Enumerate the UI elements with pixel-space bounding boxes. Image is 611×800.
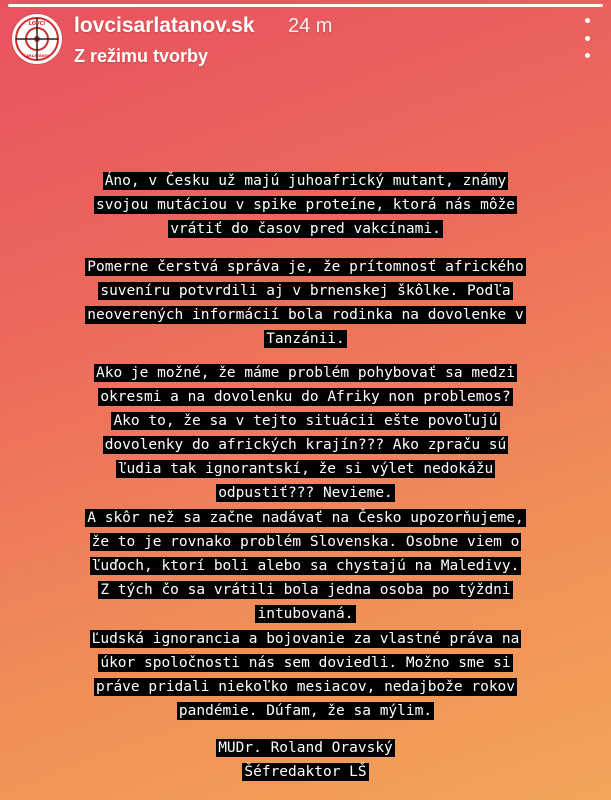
story-line xyxy=(0,481,611,505)
story-line xyxy=(0,457,611,481)
story-line xyxy=(0,699,611,723)
story-header xyxy=(12,12,601,72)
story-line-text: neoverených informácií bola rodinka na dovolenke v xyxy=(87,307,524,323)
story-line xyxy=(0,409,611,433)
story-line-text: Áno, v Česku už majú juhoafrický mutant, známy xyxy=(104,173,507,189)
menu-dot xyxy=(585,36,590,41)
more-options-icon[interactable] xyxy=(577,18,597,58)
story-line-text: Ako je možné, že máme problém pohybovať sa medzi xyxy=(95,365,516,381)
story-line-text: ľuďoch, ktorí boli alebo sa chystajú na Maledivy. xyxy=(91,558,520,574)
story-line-text: Šéfredaktor LŠ xyxy=(244,764,367,780)
story-line xyxy=(0,651,611,675)
story-line xyxy=(0,169,611,193)
story-line xyxy=(0,554,611,578)
story-line-text: Z tých čo sa vrátili bola jedna osoba po týždni xyxy=(100,582,511,598)
story-line xyxy=(0,736,611,760)
story-line xyxy=(0,217,611,241)
story-line-text: intubovaná. xyxy=(257,606,354,622)
avatar-text-bottom: ŠARLATÁNOV xyxy=(23,54,51,58)
story-line xyxy=(0,255,611,279)
story-paragraph xyxy=(0,736,611,784)
account-name[interactable]: lovcisarlatanov.sk xyxy=(74,14,255,37)
story-paragraph xyxy=(0,506,611,626)
story-line xyxy=(0,327,611,351)
story-paragraph xyxy=(0,169,611,241)
story-paragraph xyxy=(0,361,611,505)
story-line-text: svojou mutáciou v spike proteíne, ktorá nás môže xyxy=(95,197,516,213)
story-line xyxy=(0,760,611,784)
menu-dot xyxy=(585,18,590,23)
story-text-body xyxy=(0,169,611,780)
story-line xyxy=(0,675,611,699)
post-time: 24 m xyxy=(288,15,333,37)
avatar[interactable] xyxy=(12,14,62,64)
avatar-text-top: LOVCI xyxy=(28,21,46,27)
story-line xyxy=(0,433,611,457)
story-line-text: Pomerne čerstvá správa je, že prítomnosť afrického xyxy=(87,259,524,275)
story-line-text: Tanzánii. xyxy=(266,331,345,347)
story-line xyxy=(0,361,611,385)
story-line xyxy=(0,279,611,303)
story-line-text: práve pridali niekoľko mesiacov, nedajbože rokov xyxy=(95,679,516,695)
story-line-text: suveníru potvrdili aj v brnenskej škôlke. Podľa xyxy=(100,283,511,299)
story-line xyxy=(0,530,611,554)
story-line-text: dovolenky do afrických krajín??? Ako zpraču sú xyxy=(104,437,507,453)
story-line-text: Ľudská ignorancia a bojovanie za vlastné práva na xyxy=(91,631,520,647)
story-line xyxy=(0,385,611,409)
story-line-text: pandémie. Dúfam, že sa mýlim. xyxy=(178,703,433,719)
story-paragraph xyxy=(0,627,611,723)
story-line-text: MUDr. Roland Oravský xyxy=(218,740,393,756)
story-line-text: Ako to, že sa v tejto situácii ešte povoľujú xyxy=(113,413,498,429)
story-line-text: úkor spoločnosti nás sem doviedli. Možno sme si xyxy=(100,655,511,671)
story-line xyxy=(0,602,611,626)
story-line-text: odpustiť??? Nevieme. xyxy=(218,485,393,501)
crosshair-logo-icon xyxy=(14,16,60,62)
story-line xyxy=(0,627,611,651)
story-progress-bar xyxy=(8,4,603,7)
story-line xyxy=(0,193,611,217)
story-line xyxy=(0,303,611,327)
story-line-text: vrátiť do časov pred vakcínami. xyxy=(170,221,441,237)
story-line-text: že to je rovnako problém Slovenska. Osobne viem o xyxy=(91,534,520,550)
story-line-text: okresmi a na dovolenku do Afriky non problemos? xyxy=(100,389,511,405)
story-paragraph xyxy=(0,255,611,351)
menu-dot xyxy=(585,53,590,58)
story-line xyxy=(0,578,611,602)
story-line-text: ľudia tak ignorantskí, že si výlet nedokážu xyxy=(117,461,494,477)
story-progress-fill xyxy=(8,4,603,7)
story-line-text: A skôr než sa začne nadávať na Česko upozorňujeme, xyxy=(87,510,524,526)
creator-mode-label: Z režimu tvorby xyxy=(74,46,209,66)
story-line xyxy=(0,506,611,530)
